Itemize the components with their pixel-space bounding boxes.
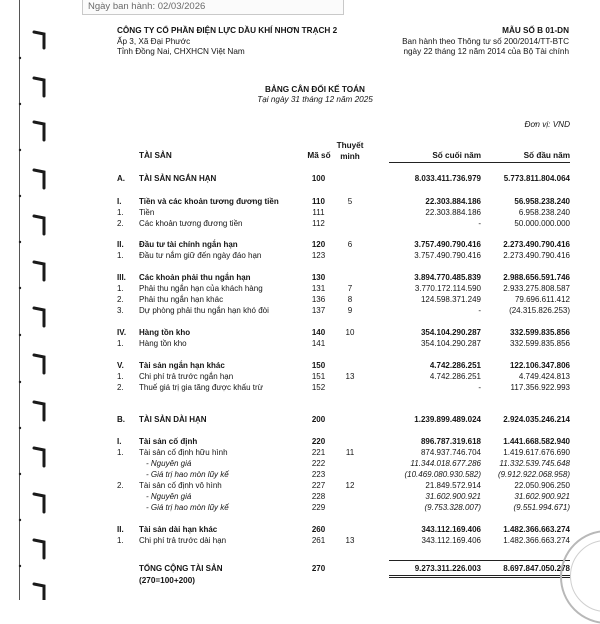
row-label: Tiền (139, 208, 155, 217)
row-begin-year-value: 1.482.366.663.274 (503, 536, 570, 545)
row-end-year-value: (10.469.080.930.582) (404, 470, 481, 479)
row-label: Phải thu ngắn hạn của khách hàng (139, 284, 263, 293)
table-row (0, 196, 600, 207)
table-row (0, 327, 600, 338)
row-number: I. (117, 197, 122, 206)
row-code: 228 (311, 492, 326, 501)
row-end-year-value: 9.273.311.226.003 (414, 564, 481, 573)
table-row (0, 272, 600, 283)
table-row (0, 524, 600, 535)
row-code: 222 (311, 459, 326, 468)
row-label: Tài sản ngắn hạn khác (139, 361, 225, 370)
row-end-year-value: 1.239.899.489.024 (414, 415, 481, 424)
row-label: TÀI SẢN DÀI HẠN (139, 415, 207, 424)
row-number: 2. (117, 219, 124, 228)
row-begin-year-value: 22.050.906.250 (514, 481, 570, 490)
row-label: Dự phòng phải thu ngắn hạn khó đòi (139, 306, 269, 315)
row-number: 1. (117, 251, 124, 260)
row-label: Tiền và các khoản tương đương tiền (139, 197, 279, 206)
row-begin-year-value: 79.696.611.412 (514, 295, 570, 304)
form-regulation-line2: ngày 22 tháng 12 năm 2014 của Bộ Tài chính (403, 47, 569, 56)
row-code: 136 (311, 295, 326, 304)
row-end-year-value: - (478, 219, 481, 228)
row-number: 2. (117, 383, 124, 392)
row-begin-year-value: 8.697.847.050.278 (503, 564, 570, 573)
table-row (0, 414, 600, 425)
row-label: Tài sản dài hạn khác (139, 525, 218, 534)
row-begin-year-value: 1.441.668.582.940 (503, 437, 570, 446)
row-number: 1. (117, 284, 124, 293)
row-label: Tài sản cố định hữu hình (139, 448, 228, 457)
row-code: 111 (312, 208, 325, 217)
row-begin-year-value: 2.273.490.790.416 (503, 251, 570, 260)
row-begin-year-value: 5.773.811.804.064 (503, 174, 570, 183)
table-row (0, 535, 600, 546)
row-note: 10 (345, 328, 355, 337)
row-end-year-value: 3.770.172.114.590 (414, 284, 481, 293)
col-header-code: Mã số (307, 151, 331, 160)
table-row (0, 338, 600, 349)
table-row (0, 305, 600, 316)
row-code: 112 (312, 219, 325, 228)
row-end-year-value: 354.104.290.287 (420, 339, 481, 348)
col-header-assets: TÀI SẢN (139, 151, 172, 160)
row-code: 223 (311, 470, 326, 479)
table-row (0, 436, 600, 447)
col-header-begin-year: Số đầu năm (523, 151, 570, 160)
table-row (0, 371, 600, 382)
row-code: 140 (311, 328, 326, 337)
row-label: Các khoản tương đương tiền (139, 219, 243, 228)
row-label: - Giá trị hao mòn lũy kế (146, 503, 229, 512)
row-label: Đầu tư tài chính ngắn hạn (139, 240, 238, 249)
row-code: 110 (312, 197, 325, 206)
row-note: 8 (347, 295, 353, 304)
row-number: 1. (117, 448, 124, 457)
report-date: Tại ngày 31 tháng 12 năm 2025 (257, 95, 373, 104)
row-label: Thuế giá trị gia tăng được khấu trừ (139, 383, 264, 392)
row-begin-year-value: (9.912.922.068.958) (497, 470, 570, 479)
row-begin-year-value: 2.924.035.246.214 (503, 415, 570, 424)
row-end-year-value: 343.112.169.406 (421, 525, 481, 534)
row-end-year-value: 343.112.169.406 (421, 536, 481, 545)
row-note: 6 (347, 240, 353, 249)
col-underline-end (389, 162, 481, 163)
row-code: 123 (311, 251, 326, 260)
company-name: CÔNG TY CỔ PHẦN ĐIỆN LỰC DẦU KHÍ NHƠN TRẠCH 2 (117, 26, 338, 35)
row-code: 131 (311, 284, 326, 293)
row-number: 2. (117, 295, 124, 304)
row-end-year-value: 4.742.286.251 (429, 361, 481, 370)
company-address-line1: Ấp 3, Xã Đại Phước (117, 37, 191, 46)
table-row (0, 563, 600, 574)
col-header-note: Thuyết minh (336, 141, 364, 161)
table-row (0, 502, 600, 513)
row-label: - Nguyên giá (146, 459, 192, 468)
table-row (0, 218, 600, 229)
row-label: Phải thu ngắn hạn khác (139, 295, 224, 304)
row-number: 1. (117, 372, 124, 381)
total-top-rule (389, 560, 570, 561)
row-end-year-value: 22.303.884.186 (425, 197, 481, 206)
table-row (0, 480, 600, 491)
row-code: 141 (311, 339, 326, 348)
form-code: MẪU SỐ B 01-DN (502, 26, 569, 35)
row-number: II. (117, 525, 124, 534)
row-label: TÀI SẢN NGẮN HẠN (139, 174, 217, 183)
row-code: 152 (311, 383, 326, 392)
row-code: 100 (311, 174, 326, 183)
row-number: II. (117, 240, 124, 249)
table-row (0, 207, 600, 218)
row-end-year-value: 8.033.411.736.979 (414, 174, 481, 183)
row-number: B. (117, 415, 125, 424)
row-code: 150 (311, 361, 326, 370)
issue-date-field[interactable]: Ngày ban hành: 02/03/2026 (82, 0, 344, 15)
row-code: 151 (311, 372, 326, 381)
row-note: 12 (345, 481, 355, 490)
row-begin-year-value: (24.315.826.253) (509, 306, 570, 315)
row-number: 1. (117, 339, 124, 348)
row-begin-year-value: 31.602.900.921 (514, 492, 570, 501)
row-label: Hàng tồn kho (139, 328, 191, 337)
row-label: Các khoản phải thu ngắn hạn (139, 273, 251, 282)
table-row (0, 283, 600, 294)
row-end-year-value: 3.894.770.485.839 (414, 273, 481, 282)
row-label: Chi phí trả trước dài hạn (139, 536, 227, 545)
row-begin-year-value: 50.000.000.000 (514, 219, 570, 228)
row-code: 137 (311, 306, 326, 315)
table-row (0, 382, 600, 393)
row-end-year-value: 896.787.319.618 (420, 437, 481, 446)
row-begin-year-value: 2.988.656.591.746 (503, 273, 570, 282)
company-address-line2: Tỉnh Đồng Nai, CHXHCN Việt Nam (117, 47, 245, 56)
table-row (0, 458, 600, 469)
row-label: Chi phí trả trước ngắn hạn (139, 372, 234, 381)
row-label: Đầu tư nắm giữ đến ngày đáo hạn (139, 251, 262, 260)
row-number: 1. (117, 208, 124, 217)
table-row (0, 239, 600, 250)
row-number: 2. (117, 481, 124, 490)
row-label: Tài sản cố định vô hình (139, 481, 222, 490)
row-code: 221 (311, 448, 326, 457)
row-end-year-value: 3.757.490.790.416 (414, 251, 481, 260)
row-begin-year-value: 122.106.347.806 (509, 361, 570, 370)
row-begin-year-value: 117.356.922.993 (510, 383, 570, 392)
row-end-year-value: 21.849.572.914 (425, 481, 481, 490)
row-code: 200 (311, 415, 326, 424)
row-end-year-value: 11.344.018.677.286 (410, 459, 481, 468)
row-code: 229 (311, 503, 326, 512)
row-end-year-value: (9.753.328.007) (424, 503, 481, 512)
row-note: 5 (347, 197, 353, 206)
row-label: TỔNG CỘNG TÀI SẢN (139, 564, 223, 573)
row-note: 13 (345, 372, 355, 381)
row-number: V. (117, 361, 124, 370)
row-begin-year-value: 332.599.835.856 (509, 339, 570, 348)
row-label: - Giá trị hao mòn lũy kế (146, 470, 229, 479)
total-double-underline (389, 575, 570, 576)
row-begin-year-value: 56.958.238.240 (514, 197, 570, 206)
row-number: IV. (117, 328, 127, 337)
report-title: BẢNG CÂN ĐỐI KẾ TOÁN (265, 85, 365, 94)
table-row (0, 447, 600, 458)
row-code: 227 (311, 481, 326, 490)
row-end-year-value: - (478, 306, 481, 315)
row-code: 120 (311, 240, 326, 249)
row-code: 261 (311, 536, 326, 545)
table-row (0, 360, 600, 371)
table-row (0, 469, 600, 480)
row-note: 7 (347, 284, 353, 293)
row-begin-year-value: 1.419.617.676.690 (503, 448, 570, 457)
row-begin-year-value: 1.482.366.663.274 (503, 525, 570, 534)
row-begin-year-value: 2.273.490.790.416 (503, 240, 570, 249)
row-end-year-value: 354.104.290.287 (420, 328, 481, 337)
row-number: 1. (117, 536, 124, 545)
currency-unit: Đơn vị: VND (524, 120, 570, 129)
row-label: Hàng tồn kho (139, 339, 187, 348)
total-formula: (270=100+200) (139, 576, 195, 585)
row-end-year-value: 874.937.746.704 (420, 448, 481, 457)
row-number: III. (117, 273, 126, 282)
row-code: 130 (311, 273, 326, 282)
table-row (0, 491, 600, 502)
row-begin-year-value: 11.332.539.745.648 (499, 459, 570, 468)
col-underline-begin (476, 162, 570, 163)
col-header-end-year: Số cuối năm (432, 151, 481, 160)
row-number: I. (117, 437, 122, 446)
row-begin-year-value: 6.958.238.240 (518, 208, 570, 217)
row-end-year-value: 4.742.286.251 (429, 372, 481, 381)
row-end-year-value: 124.598.371.249 (420, 295, 481, 304)
row-end-year-value: 3.757.490.790.416 (414, 240, 481, 249)
row-begin-year-value: 2.933.275.808.587 (503, 284, 570, 293)
row-label: - Nguyên giá (146, 492, 192, 501)
row-note: 13 (345, 536, 355, 545)
table-row (0, 173, 600, 184)
row-begin-year-value: 332.599.835.856 (509, 328, 570, 337)
row-begin-year-value: (9.551.994.671) (513, 503, 570, 512)
row-code: 220 (311, 437, 326, 446)
row-note: 11 (345, 448, 355, 457)
row-end-year-value: 22.303.884.186 (425, 208, 481, 217)
form-regulation-line1: Ban hành theo Thông tư số 200/2014/TT-BTC (402, 37, 569, 46)
row-end-year-value: 31.602.900.921 (425, 492, 481, 501)
total-double-underline (389, 577, 570, 578)
row-label: Tài sản cố định (139, 437, 198, 446)
table-row (0, 294, 600, 305)
table-row (0, 250, 600, 261)
row-begin-year-value: 4.749.424.813 (518, 372, 570, 381)
row-code: 260 (311, 525, 326, 534)
row-number: 3. (117, 306, 124, 315)
row-code: 270 (311, 564, 326, 573)
row-note: 9 (347, 306, 353, 315)
row-number: A. (117, 174, 125, 183)
row-end-year-value: - (478, 383, 481, 392)
